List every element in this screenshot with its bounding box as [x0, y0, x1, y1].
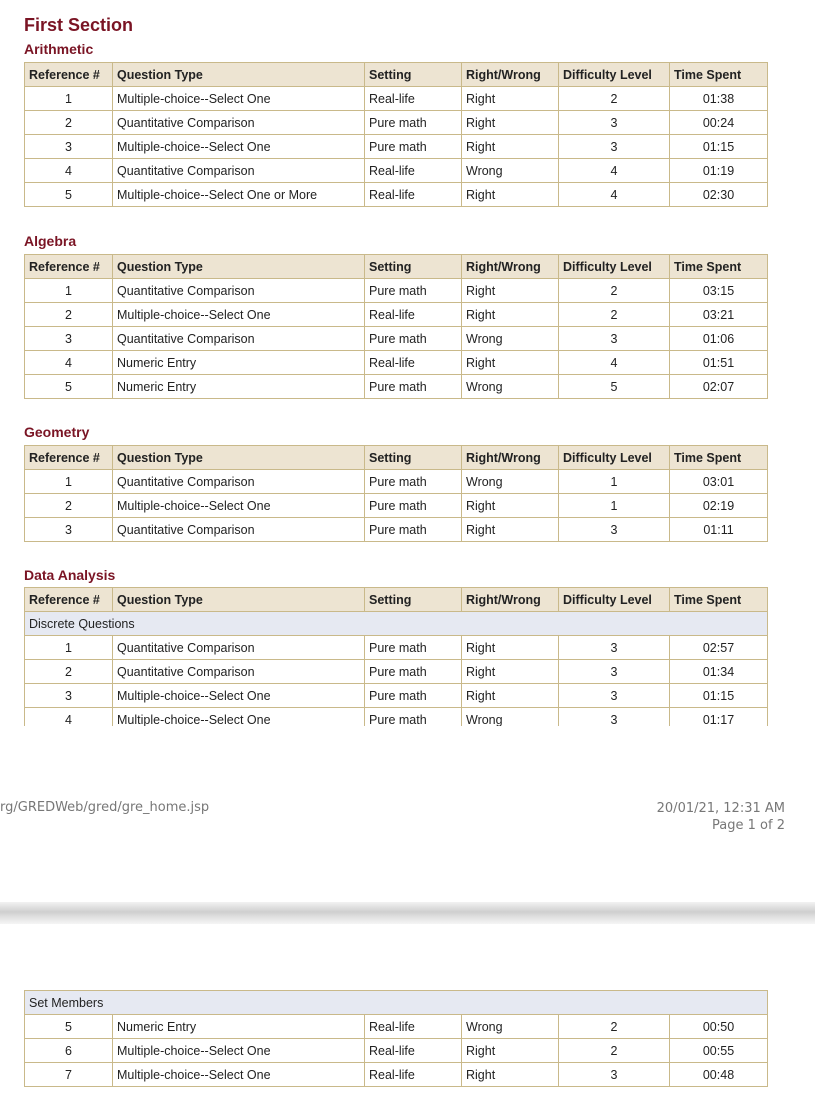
header-row — [25, 63, 768, 87]
cell-difficulty: 3 — [559, 518, 670, 542]
cell-reference: 5 — [25, 1015, 113, 1039]
table-row — [25, 351, 768, 375]
column-header-question-type: Question Type — [113, 446, 365, 470]
cell-setting: Real-life — [365, 159, 462, 183]
cell-setting: Pure math — [365, 684, 462, 708]
cell-difficulty: 2 — [559, 303, 670, 327]
cell-time-spent: 01:19 — [670, 159, 768, 183]
cell-setting: Pure math — [365, 518, 462, 542]
cell-question-type: Multiple-choice--Select One — [113, 1039, 365, 1063]
cell-reference: 3 — [25, 518, 113, 542]
cell-right-wrong: Wrong — [462, 470, 559, 494]
cell-difficulty: 2 — [559, 1015, 670, 1039]
cell-question-type: Numeric Entry — [113, 1015, 365, 1039]
cell-right-wrong: Right — [462, 1063, 559, 1087]
cell-reference: 4 — [25, 351, 113, 375]
table-row — [25, 375, 768, 399]
header-row — [25, 446, 768, 470]
cell-time-spent: 02:57 — [670, 636, 768, 660]
cell-question-type: Multiple-choice--Select One — [113, 684, 365, 708]
column-header-right-wrong: Right/Wrong — [462, 63, 559, 87]
cell-reference: 4 — [25, 708, 113, 727]
cell-right-wrong: Wrong — [462, 159, 559, 183]
column-header-right-wrong: Right/Wrong — [462, 446, 559, 470]
cell-right-wrong: Right — [462, 183, 559, 207]
group-label: Discrete Questions — [25, 612, 768, 636]
column-header-reference: Reference # — [25, 63, 113, 87]
column-header-time-spent: Time Spent — [670, 63, 768, 87]
table-row — [25, 1063, 768, 1087]
column-header-difficulty: Difficulty Level — [559, 588, 670, 612]
cell-reference: 7 — [25, 1063, 113, 1087]
cell-difficulty: 3 — [559, 660, 670, 684]
cell-setting: Pure math — [365, 135, 462, 159]
page-title: First Section — [24, 15, 134, 35]
table-row — [25, 684, 768, 708]
cell-question-type: Multiple-choice--Select One — [113, 494, 365, 518]
cell-question-type: Quantitative Comparison — [113, 327, 365, 351]
cell-time-spent: 01:06 — [670, 327, 768, 351]
cell-question-type: Quantitative Comparison — [113, 636, 365, 660]
cell-reference: 3 — [25, 684, 113, 708]
column-header-difficulty: Difficulty Level — [559, 63, 670, 87]
cell-setting: Real-life — [365, 351, 462, 375]
cell-reference: 3 — [25, 327, 113, 351]
cell-reference: 4 — [25, 159, 113, 183]
cell-reference: 1 — [25, 87, 113, 111]
cell-right-wrong: Wrong — [462, 1015, 559, 1039]
cell-setting: Pure math — [365, 375, 462, 399]
footer-url: rg/GREDWeb/gred/gre_home.jsp — [0, 800, 210, 815]
cell-setting: Pure math — [365, 470, 462, 494]
table-row — [25, 279, 768, 303]
algebra-table — [24, 254, 768, 399]
cell-difficulty: 3 — [559, 111, 670, 135]
table-row — [25, 87, 768, 111]
group-label: Set Members — [25, 991, 768, 1015]
cell-right-wrong: Right — [462, 303, 559, 327]
column-header-setting: Setting — [365, 446, 462, 470]
cell-question-type: Quantitative Comparison — [113, 660, 365, 684]
section-title-data-analysis: Data Analysis — [24, 567, 116, 583]
table-row — [25, 135, 768, 159]
cell-setting: Pure math — [365, 327, 462, 351]
cell-question-type: Multiple-choice--Select One — [113, 303, 365, 327]
cell-time-spent: 03:01 — [670, 470, 768, 494]
cell-difficulty: 3 — [559, 708, 670, 727]
cell-right-wrong: Right — [462, 684, 559, 708]
cell-time-spent: 01:15 — [670, 135, 768, 159]
table-row — [25, 159, 768, 183]
cell-right-wrong: Right — [462, 351, 559, 375]
cell-time-spent: 01:34 — [670, 660, 768, 684]
table-row — [25, 636, 768, 660]
cell-reference: 2 — [25, 111, 113, 135]
cell-difficulty: 3 — [559, 327, 670, 351]
cell-reference: 2 — [25, 303, 113, 327]
cell-reference: 1 — [25, 279, 113, 303]
cell-setting: Pure math — [365, 494, 462, 518]
cell-time-spent: 00:55 — [670, 1039, 768, 1063]
cell-time-spent: 00:24 — [670, 111, 768, 135]
cell-setting: Real-life — [365, 1015, 462, 1039]
cell-difficulty: 3 — [559, 684, 670, 708]
cell-setting: Pure math — [365, 279, 462, 303]
cell-time-spent: 03:21 — [670, 303, 768, 327]
cell-right-wrong: Right — [462, 87, 559, 111]
column-header-right-wrong: Right/Wrong — [462, 255, 559, 279]
column-header-setting: Setting — [365, 63, 462, 87]
column-header-reference: Reference # — [25, 446, 113, 470]
cell-setting: Real-life — [365, 1039, 462, 1063]
cell-difficulty: 3 — [559, 135, 670, 159]
table-row — [25, 303, 768, 327]
cell-question-type: Multiple-choice--Select One — [113, 87, 365, 111]
cell-difficulty: 5 — [559, 375, 670, 399]
cell-time-spent: 01:17 — [670, 708, 768, 727]
cell-right-wrong: Wrong — [462, 327, 559, 351]
group-row — [25, 991, 768, 1015]
column-header-difficulty: Difficulty Level — [559, 446, 670, 470]
cell-difficulty: 4 — [559, 183, 670, 207]
footer-page-number: Page 1 of 2 — [712, 818, 785, 833]
cell-reference: 1 — [25, 470, 113, 494]
data-analysis-clip — [0, 587, 815, 726]
page-break-divider — [0, 902, 815, 924]
cell-right-wrong: Wrong — [462, 708, 559, 727]
table-row — [25, 1039, 768, 1063]
cell-reference: 2 — [25, 494, 113, 518]
cell-setting: Real-life — [365, 183, 462, 207]
cell-question-type: Numeric Entry — [113, 375, 365, 399]
cell-question-type: Quantitative Comparison — [113, 518, 365, 542]
cell-time-spent: 03:15 — [670, 279, 768, 303]
cell-right-wrong: Right — [462, 279, 559, 303]
cell-setting: Pure math — [365, 111, 462, 135]
cell-time-spent: 02:30 — [670, 183, 768, 207]
column-header-right-wrong: Right/Wrong — [462, 588, 559, 612]
cell-setting: Pure math — [365, 660, 462, 684]
cell-question-type: Quantitative Comparison — [113, 159, 365, 183]
cell-difficulty: 2 — [559, 1039, 670, 1063]
column-header-time-spent: Time Spent — [670, 446, 768, 470]
cell-difficulty: 1 — [559, 494, 670, 518]
cell-right-wrong: Right — [462, 111, 559, 135]
header-row — [25, 255, 768, 279]
header-row — [25, 588, 768, 612]
cell-difficulty: 3 — [559, 636, 670, 660]
column-header-question-type: Question Type — [113, 63, 365, 87]
table-row — [25, 494, 768, 518]
cell-right-wrong: Right — [462, 636, 559, 660]
cell-right-wrong: Right — [462, 494, 559, 518]
cell-setting: Pure math — [365, 636, 462, 660]
cell-reference: 5 — [25, 375, 113, 399]
cell-reference: 5 — [25, 183, 113, 207]
cell-reference: 2 — [25, 660, 113, 684]
cell-question-type: Quantitative Comparison — [113, 111, 365, 135]
section-title-arithmetic: Arithmetic — [24, 41, 94, 57]
cell-time-spent: 00:48 — [670, 1063, 768, 1087]
cell-question-type: Multiple-choice--Select One or More — [113, 183, 365, 207]
cell-difficulty: 2 — [559, 87, 670, 111]
column-header-reference: Reference # — [25, 588, 113, 612]
cell-reference: 3 — [25, 135, 113, 159]
cell-setting: Real-life — [365, 303, 462, 327]
column-header-setting: Setting — [365, 588, 462, 612]
cell-question-type: Multiple-choice--Select One — [113, 135, 365, 159]
cell-setting: Real-life — [365, 87, 462, 111]
cell-time-spent: 01:51 — [670, 351, 768, 375]
column-header-question-type: Question Type — [113, 255, 365, 279]
table-row — [25, 111, 768, 135]
cell-question-type: Quantitative Comparison — [113, 470, 365, 494]
column-header-difficulty: Difficulty Level — [559, 255, 670, 279]
cell-reference: 6 — [25, 1039, 113, 1063]
set-members-table — [24, 990, 768, 1087]
cell-right-wrong: Right — [462, 135, 559, 159]
data-analysis-table — [24, 587, 768, 726]
section-title-geometry: Geometry — [24, 424, 90, 440]
cell-difficulty: 4 — [559, 159, 670, 183]
cell-right-wrong: Wrong — [462, 375, 559, 399]
footer-info — [657, 800, 785, 834]
column-header-reference: Reference # — [25, 255, 113, 279]
section-title-algebra: Algebra — [24, 233, 77, 249]
table-row — [25, 327, 768, 351]
cell-setting: Pure math — [365, 708, 462, 727]
table-row — [25, 518, 768, 542]
cell-right-wrong: Right — [462, 518, 559, 542]
cell-time-spent: 01:11 — [670, 518, 768, 542]
column-header-time-spent: Time Spent — [670, 588, 768, 612]
continued-clip — [0, 990, 815, 1088]
table-row — [25, 708, 768, 727]
cell-time-spent: 02:07 — [670, 375, 768, 399]
column-header-setting: Setting — [365, 255, 462, 279]
column-header-time-spent: Time Spent — [670, 255, 768, 279]
cell-time-spent: 01:38 — [670, 87, 768, 111]
geometry-table — [24, 445, 768, 542]
cell-right-wrong: Right — [462, 1039, 559, 1063]
arithmetic-table — [24, 62, 768, 207]
table-row — [25, 660, 768, 684]
cell-question-type: Quantitative Comparison — [113, 279, 365, 303]
cell-time-spent: 02:19 — [670, 494, 768, 518]
table-row — [25, 1015, 768, 1039]
cell-time-spent: 00:50 — [670, 1015, 768, 1039]
cell-question-type: Numeric Entry — [113, 351, 365, 375]
cell-difficulty: 1 — [559, 470, 670, 494]
cell-difficulty: 2 — [559, 279, 670, 303]
cell-difficulty: 4 — [559, 351, 670, 375]
table-row — [25, 470, 768, 494]
cell-question-type: Multiple-choice--Select One — [113, 708, 365, 727]
column-header-question-type: Question Type — [113, 588, 365, 612]
cell-right-wrong: Right — [462, 660, 559, 684]
cell-difficulty: 3 — [559, 1063, 670, 1087]
cell-setting: Real-life — [365, 1063, 462, 1087]
footer-datetime: 20/01/21, 12:31 AM — [656, 801, 785, 816]
cell-time-spent: 01:15 — [670, 684, 768, 708]
table-row — [25, 183, 768, 207]
cell-reference: 1 — [25, 636, 113, 660]
group-row — [25, 612, 768, 636]
cell-question-type: Multiple-choice--Select One — [113, 1063, 365, 1087]
